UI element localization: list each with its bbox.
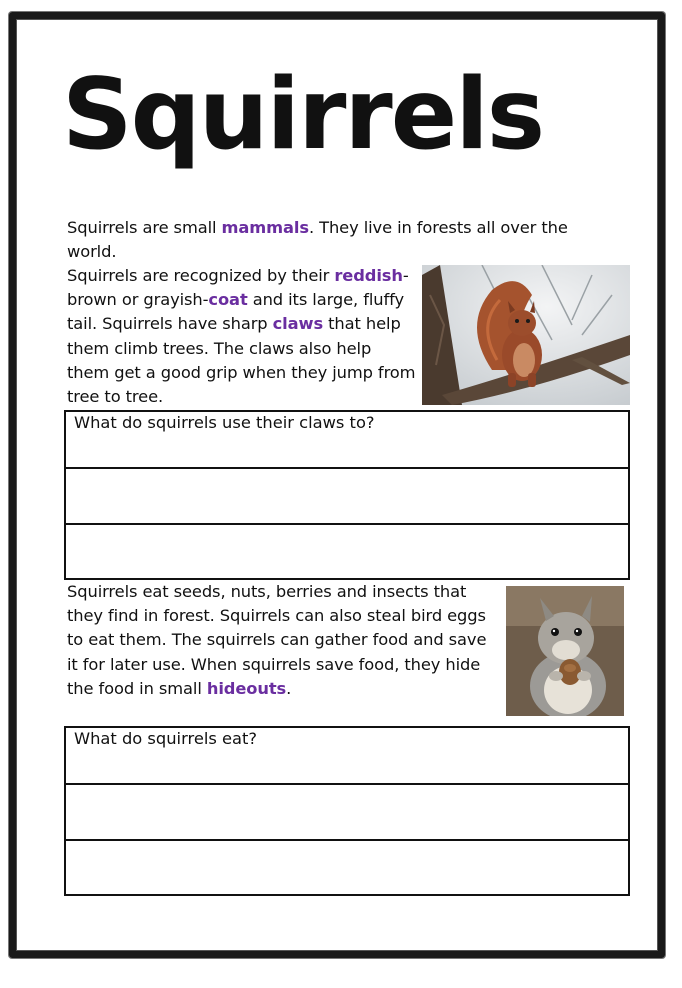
question-eat: What do squirrels eat? <box>74 729 258 748</box>
gray-squirrel-illustration <box>506 586 624 716</box>
red-squirrel-illustration <box>422 265 630 405</box>
keyword-coat: coat <box>208 290 248 310</box>
answer-line[interactable] <box>66 467 628 469</box>
answer-line[interactable] <box>66 839 628 841</box>
intro-paragraph: Squirrels are small mammals. They live in forests all over the world. <box>67 218 568 262</box>
answer-line[interactable] <box>66 523 628 525</box>
gray-squirrel-photo <box>506 586 624 716</box>
answer-box-eat <box>64 726 630 896</box>
keyword-claws: claws <box>272 314 324 334</box>
keyword-hideouts: hideouts <box>206 678 287 698</box>
keyword-reddish: reddish <box>334 266 403 285</box>
answer-line[interactable] <box>66 783 628 785</box>
page-title: Squirrels <box>62 58 544 172</box>
question-claws: What do squirrels use their claws to? <box>74 413 375 432</box>
diet-paragraph: Squirrels eat seeds, nuts, berries and insects that they find in forest. Squirrels can also steal bird eggs to eat them. The squirrels can gather food and save it for later use. When squirrels save food, they hide the food in small hideouts. <box>67 582 487 698</box>
keyword-mammals: mammals <box>221 218 309 237</box>
answer-box-claws <box>64 410 630 580</box>
red-squirrel-photo <box>422 265 630 405</box>
appearance-paragraph: Squirrels are recognized by their reddish-brown or grayish-coat and its large, fluffy tail. Squirrels have sharp claws that help them climb trees. The claws also help them get a good grip when they jump from tree to tree. <box>67 266 416 407</box>
